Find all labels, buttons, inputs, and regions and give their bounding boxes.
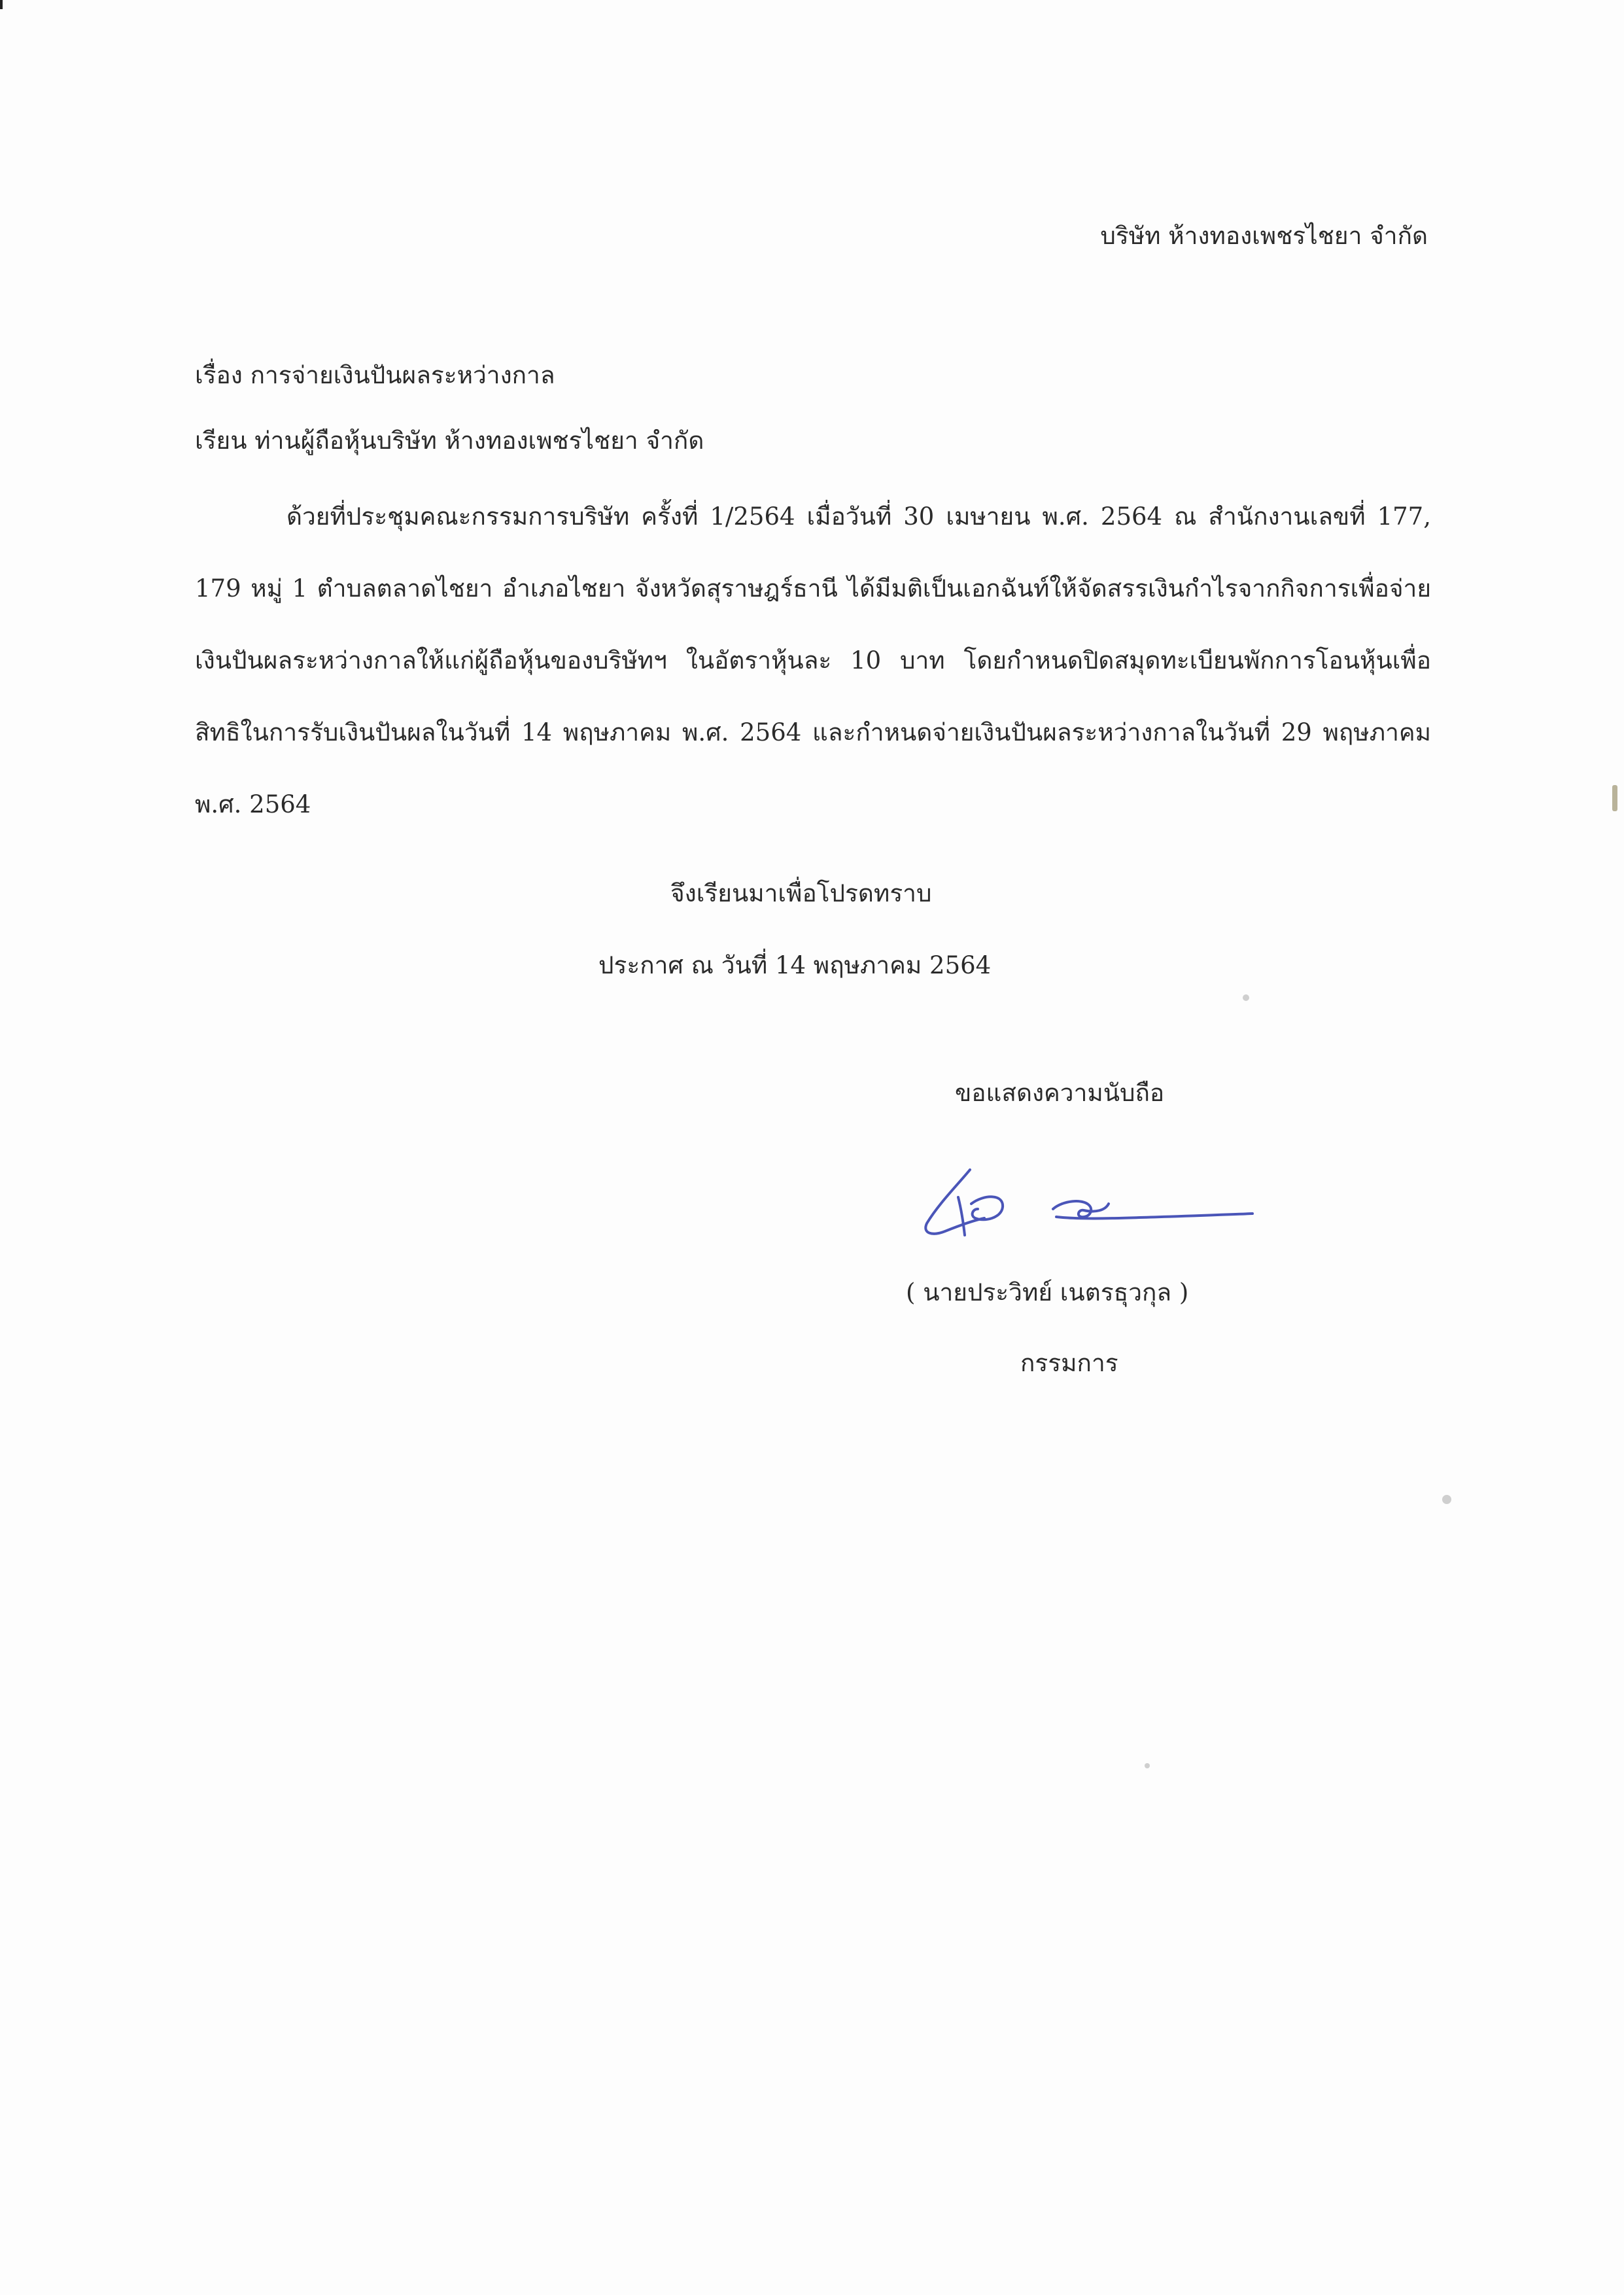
- scan-speck: [1243, 994, 1249, 1001]
- scan-speck: [1145, 1763, 1150, 1768]
- scan-speck: [1612, 785, 1617, 811]
- signature-icon: [912, 1158, 1266, 1256]
- body-paragraph: ด้วยที่ประชุมคณะกรรมการบริษัท ครั้งที่ 1/2564 เมื่อวันที่ 30 เมษายน พ.ศ. 2564 ณ สำนักงานเลขที่ 177, 179 หมู่ 1 ตำบลตลาดไชยา อำเภอไชยา จังหวัดสุราษฎร์ธานี ได้มีมติเป็นเอกฉันท์ให้จัดสรรเงินกำไรจากกิจการเพื่อจ่ายเงินปันผลระหว่างกาลให้แก่ผู้ถือหุ้นของบริษัทฯ ในอัตราหุ้นละ 10 บาท โดยกำหนดปิดสมุดทะเบียนพักการโอนหุ้นเพื่อสิทธิในการรับเงินปันผลในวันที่ 14 พฤษภาคม พ.ศ. 2564 และกำหนดจ่ายเงินปันผลระหว่างกาลในวันที่ 29 พฤษภาคม พ.ศ. 2564: [195, 502, 1431, 818]
- signer-name: ( นายประวิทย์ เนตรธุวกุล ): [906, 1278, 1189, 1306]
- scan-speck: [1442, 1495, 1451, 1504]
- subject-line: เรื่อง การจ่ายเงินปันผลระหว่างกาล: [195, 361, 555, 389]
- salutation-line: เรียน ท่านผู้ถือหุ้นบริษัท ห้างทองเพชรไชยา จำกัด: [195, 427, 704, 455]
- signer-title: กรรมการ: [1020, 1349, 1118, 1377]
- regards-line: ขอแสดงความนับถือ: [955, 1079, 1165, 1107]
- company-header: บริษัท ห้างทองเพชรไชยา จำกัด: [1100, 222, 1428, 250]
- scan-edge-mark: [0, 0, 3, 9]
- closing-line: จึงเรียนมาเพื่อโปรดทราบ: [670, 879, 932, 907]
- announcement-date: ประกาศ ณ วันที่ 14 พฤษภาคม 2564: [598, 951, 992, 979]
